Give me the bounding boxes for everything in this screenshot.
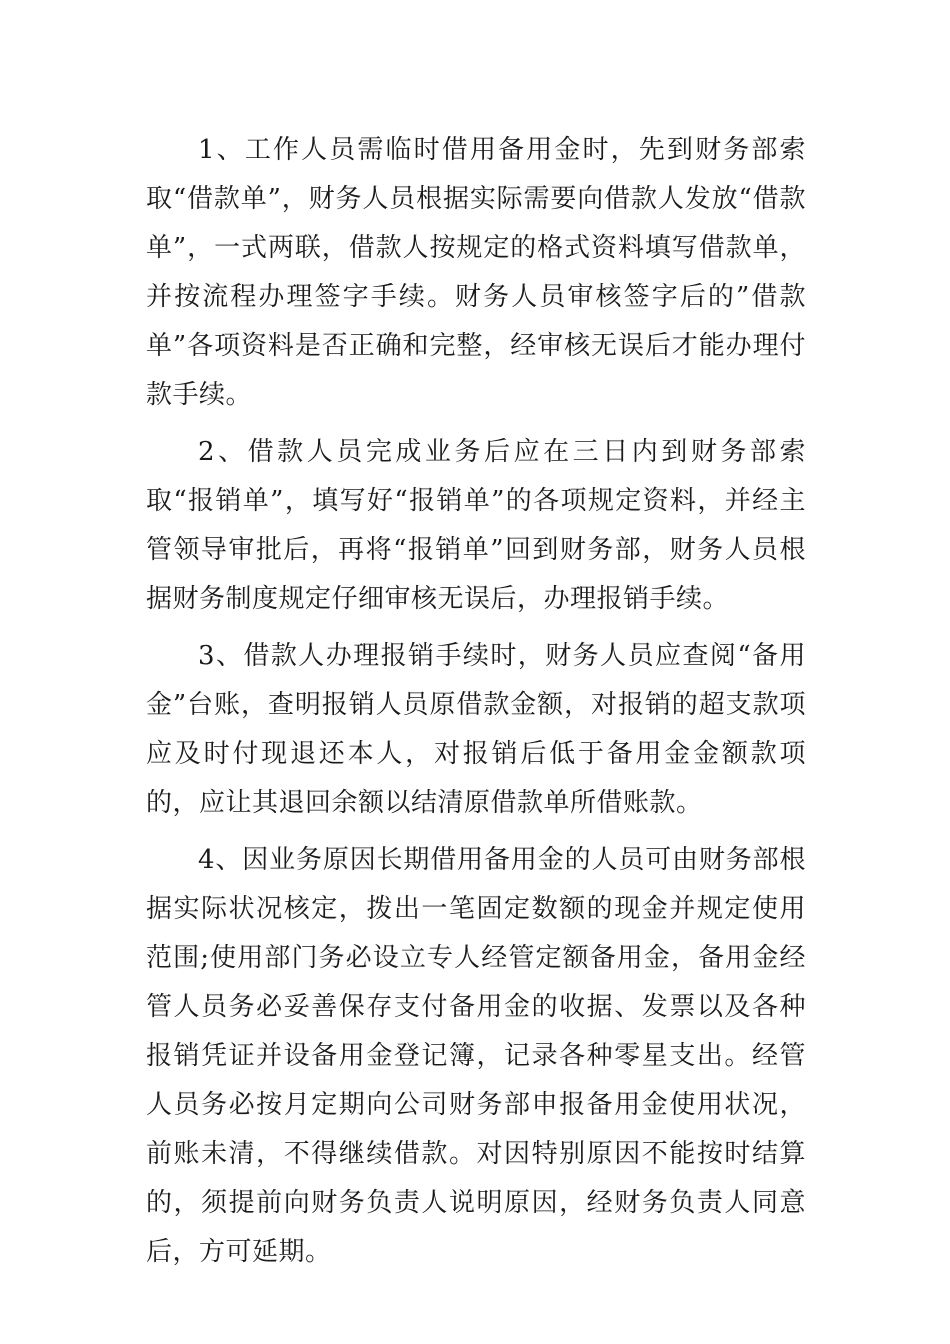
paragraph-3: 3、借款人办理报销手续时，财务人员应查阅“备用金”台账，查明报销人员原借款金额，对报销的超支款项应及时付现退还本人，对报销后低于备用金金额款项的，应让其退回余额以结清原借款单所借账款。 — [146, 641, 806, 818]
document-body — [146, 126, 806, 1285]
paragraph-4: 4、因业务原因长期借用备用金的人员可由财务部根据实际状况核定，拨出一笔固定数额的现金并规定使用范围;使用部门务必设立专人经管定额备用金，备用金经管人员务必妥善保存支付备用金的收据、发票以及各种报销凭证并设备用金登记簿，记录各种零星支出。经管人员务必按月定期向公司财务部申报备用金使用状况，前账未清，不得继续借款。对因特别原因不能按时结算的，须提前向财务负责人说明原因，经财务负责人同意后，方可延期。 — [146, 845, 806, 1267]
paragraph-2: 2、借款人员完成业务后应在三日内到财务部索取“报销单”，填写好“报销单”的各项规定资料，并经主管领导审批后，再将“报销单”回到财务部，财务人员根据财务制度规定仔细审核无误后，办理报销手续。 — [146, 437, 806, 614]
paragraph-1: 1、工作人员需临时借用备用金时，先到财务部索取“借款单”，财务人员根据实际需要向借款人发放“借款单”，一式两联，借款人按规定的格式资料填写借款单，并按流程办理签字手续。财务人员审核签字后的”借款单”各项资料是否正确和完整，经审核无误后才能办理付款手续。 — [146, 135, 806, 410]
